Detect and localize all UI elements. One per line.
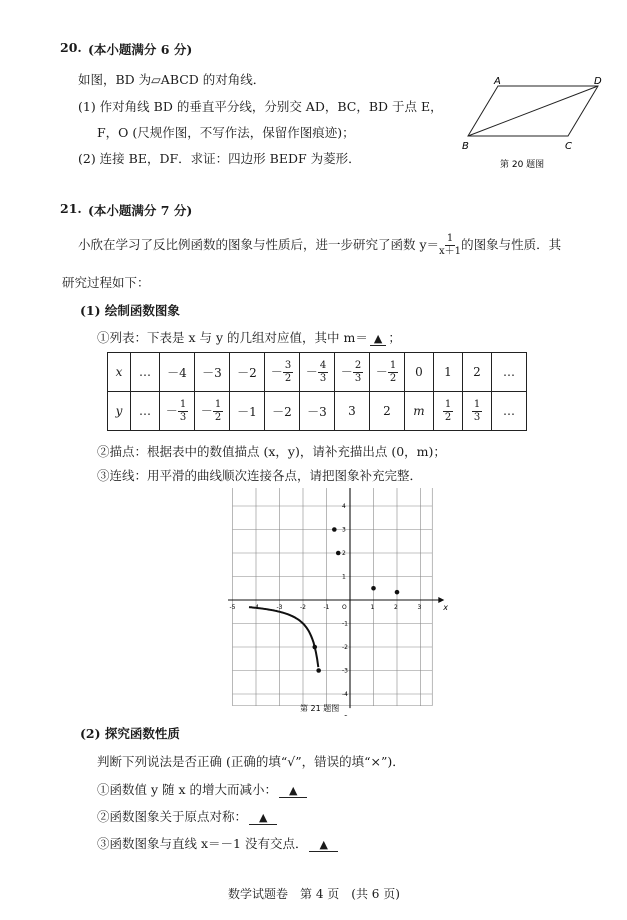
q20-point-c: C — [565, 141, 572, 152]
table-row-y — [108, 392, 527, 431]
q20-part2: (2) 连接 BE，DF．求证：四边形 BEDF 为菱形． — [78, 151, 361, 166]
table-y-cell: － $\frac{1}{2}$ — [195, 392, 230, 431]
table-y-cell: －1 — [230, 392, 265, 431]
x-tick-label: -5 — [229, 604, 236, 611]
y-tick-label: -1 — [342, 620, 348, 628]
y-tick-label: 3 — [342, 526, 346, 534]
q20-point-a: A — [494, 76, 501, 87]
table-x-cell: … — [492, 353, 527, 392]
plotted-point — [332, 527, 337, 532]
q21-section2-intro: 判断下列说法是否正确 (正确的填“√”，错误的填“×”)． — [97, 754, 405, 769]
q20-intro: 如图，BD 为▱ABCD 的对角线． — [78, 72, 266, 87]
table-x-cell: － $\frac{2}{3}$ — [335, 353, 370, 392]
table-y-cell: 2 — [370, 392, 405, 431]
q21-claim2: ②函数图象关于原点对称： ▲ — [97, 807, 279, 825]
table-y-cell: … — [492, 392, 527, 431]
table-x-cell: －4 — [160, 353, 195, 392]
y-tick-label: -3 — [342, 667, 348, 675]
q21-section2-title: (2) 探究函数性质 — [80, 726, 180, 741]
q20-point-d: D — [594, 76, 602, 87]
q20-part1-line2: F，O (尺规作图，不写作法，保留作图痕迹)； — [97, 125, 355, 140]
table-y-cell: $\frac{1}{2}$ — [434, 392, 463, 431]
q21-intro-b: 的图象与性质．其 — [461, 237, 562, 252]
table-row-x — [108, 353, 527, 392]
table-x-cell: － $\frac{3}{2}$ — [265, 353, 300, 392]
q21-step1: ①列表：下表是 x 与 y 的几组对应值，其中 m＝ ▲ ； — [97, 330, 401, 345]
x-tick-label: 1 — [370, 604, 375, 611]
q20-parallelogram-figure — [460, 72, 610, 172]
q20-score: (本小题满分 6 分) — [88, 42, 193, 57]
table-x-cell: －3 — [195, 353, 230, 392]
x-tick-label: O — [342, 604, 347, 611]
answer-blank-m[interactable]: ▲ — [370, 332, 386, 346]
table-y-label: y — [108, 392, 131, 431]
q20-fig-caption: 第 20 题图 — [500, 160, 545, 170]
y-tick-label: -4 — [342, 691, 348, 698]
x-tick-label: -2 — [300, 604, 306, 611]
x-tick-label: -3 — [276, 604, 283, 611]
y-tick-label: 4 — [342, 503, 346, 510]
table-x-cell: －2 — [230, 353, 265, 392]
table-x-label: x — [108, 353, 131, 392]
value-table — [107, 352, 527, 431]
q21-step3: ③连线：用平滑的曲线顺次连接各点，请把图象补充完整． — [97, 468, 423, 483]
x-axis-label: x — [443, 603, 448, 612]
table-x-cell: － $\frac{4}{3}$ — [300, 353, 335, 392]
answer-blank-claim3[interactable]: ▲ — [309, 838, 337, 852]
table-x-cell: － $\frac{1}{2}$ — [370, 353, 405, 392]
q21-score: (本小题满分 7 分) — [88, 203, 193, 218]
plotted-point — [395, 590, 400, 595]
q21-step2: ②描点：根据表中的数值描点 (x，y)，请补充描出点 (0，m)； — [97, 444, 446, 459]
table-y-cell: m — [405, 392, 434, 431]
answer-blank-claim1[interactable]: ▲ — [279, 784, 307, 798]
y-tick-label — [342, 715, 348, 717]
table-x-cell: 1 — [434, 353, 463, 392]
y-tick-label: 2 — [342, 550, 346, 557]
q21-claim3: ③函数图象与直线 x＝－1 没有交点． ▲ — [97, 834, 340, 852]
q21-number: 21. — [60, 201, 82, 216]
x-tick-label: -1 — [323, 604, 330, 611]
answer-blank-claim2[interactable]: ▲ — [249, 811, 277, 825]
function-graph — [228, 488, 448, 716]
q21-intro-line1 — [78, 234, 561, 257]
q20-part1-line1: (1) 作对角线 BD 的垂直平分线，分别交 AD，BC，BD 于点 E， — [78, 99, 443, 114]
table-y-cell: … — [131, 392, 160, 431]
table-y-cell: $\frac{1}{3}$ — [463, 392, 492, 431]
function-fraction: $\frac{1}{x+1}$ — [439, 233, 462, 257]
table-y-cell: 3 — [335, 392, 370, 431]
y-tick-label: 1 — [342, 573, 346, 581]
q21-intro-a: 小欣在学习了反比例函数的图象与性质后，进一步研究了函数 y＝ — [78, 237, 440, 252]
table-y-cell: － $\frac{1}{3}$ — [160, 392, 195, 431]
table-x-cell: … — [131, 353, 160, 392]
table-x-cell: 0 — [405, 353, 434, 392]
q21-intro-line2: 研究过程如下： — [62, 275, 150, 290]
q20-number: 20. — [60, 40, 82, 55]
x-tick-label: 2 — [394, 604, 398, 611]
y-tick-label: -2 — [342, 644, 348, 651]
x-tick-label: -4 — [253, 604, 259, 611]
page-footer: 数学试题卷 第 4 页 (共 6 页) — [228, 887, 400, 901]
table-y-cell: －2 — [265, 392, 300, 431]
plotted-point — [316, 668, 321, 673]
plotted-point — [336, 551, 341, 556]
plotted-point — [312, 645, 317, 650]
table-y-cell: －3 — [300, 392, 335, 431]
q21-fig-caption: 第 21 题图 — [300, 704, 340, 713]
q20-point-b: B — [462, 141, 469, 152]
table-x-cell: 2 — [463, 353, 492, 392]
q21-claim1: ①函数值 y 随 x 的增大而减小： ▲ — [97, 780, 309, 798]
x-tick-label: 3 — [417, 604, 422, 611]
function-curve-left-branch — [249, 607, 318, 667]
q21-section1-title: (1) 绘制函数图象 — [80, 303, 180, 318]
plotted-point — [371, 586, 376, 591]
